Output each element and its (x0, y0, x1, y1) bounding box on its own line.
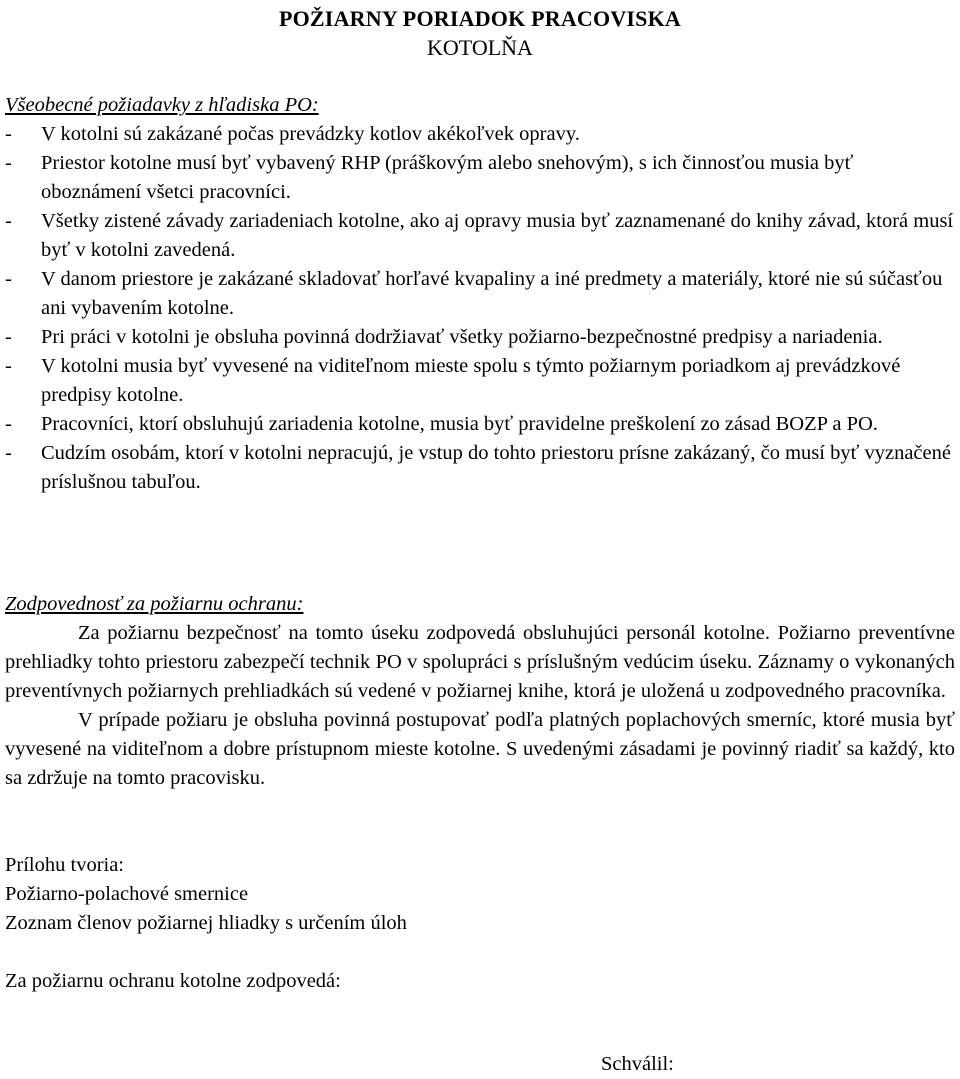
list-dash: - (5, 355, 12, 377)
list-dash: - (5, 413, 12, 435)
responsibility-heading: Zodpovednosť za požiarnu ochranu: (5, 593, 304, 615)
general-requirements-heading: Všeobecné požiadavky z hľadiska PO: (5, 94, 319, 116)
list-dash: - (5, 123, 12, 145)
list-dash: - (5, 326, 12, 348)
approval-signature-label: Schválil: (601, 1053, 674, 1075)
list-item (5, 352, 955, 410)
list-item (5, 439, 955, 497)
list-dash: - (5, 152, 12, 174)
list-item (5, 265, 955, 323)
list-item (5, 120, 955, 149)
fire-procedure-paragraph: V prípade požiaru je obsluha povinná postupovať podľa platných poplachových smerníc, ktoré musia byť vyvesené na viditeľnom a dobre prístupnom mieste kotolne. S uvedenými zásadami je povinný riadiť sa každý, kto sa zdržuje na tomto pracovisku. (5, 709, 955, 789)
list-item-text: Pracovníci, ktorí obsluhujú zariadenia kotolne, musia byť pravidelne preškolení zo zásad BOZP a PO. (41, 413, 878, 435)
list-item-text: Všetky zistené závady zariadeniach kotolne, ako aj opravy musia byť zaznamenané do knihy závad, ktorá musí byť v kotolni zavedená. (41, 210, 954, 261)
list-item-text: V kotolni musia byť vyvesené na viditeľnom mieste spolu s týmto požiarnym poriadkom aj prevádzkové predpisy kotolne. (41, 355, 901, 406)
attachments-heading: Prílohu tvoria: (5, 854, 125, 876)
document-title: POŽIARNY PORIADOK PRACOVISKA (278, 6, 682, 31)
document-subtitle: KOTOLŇA (427, 35, 533, 60)
responsibility-section (5, 619, 955, 793)
responsibility-paragraph: Za požiarnu bezpečnosť na tomto úseku zodpovedá obsluhujúci personál kotolne. Požiarno preventívne prehliadky tohto priestoru zabezpečí technik PO v spolupráci s príslušným vedúcim úseku. Záznamy o vykonaných preventívnych požiarnych prehliadkách sú vedené v požiarnej knihe, ktorá je uložená u zodpovedného pracovníka. (5, 622, 955, 702)
attachment-item: Zoznam členov požiarnej hliadky s určením úloh (5, 912, 407, 934)
list-item (5, 149, 955, 207)
list-dash: - (5, 210, 12, 232)
list-item-text: Priestor kotolne musí byť vybavený RHP (práškovým alebo snehovým), s ich činnosťou musia byť oboznámení všetci pracovníci. (41, 152, 854, 203)
general-requirements-list (5, 120, 955, 497)
list-item-text: Cudzím osobám, ktorí v kotolni nepracujú, je vstup do tohto priestoru prísne zakázaný, čo musí byť vyznačené príslušnou tabuľou. (41, 442, 951, 493)
responsible-person-line: Za požiarnu ochranu kotolne zodpovedá: (5, 970, 341, 992)
list-item-text: Pri práci v kotolni je obsluha povinná dodržiavať všetky požiarno-bezpečnostné predpisy a nariadenia. (41, 326, 883, 348)
list-dash: - (5, 442, 12, 464)
list-item-text: V kotolni sú zakázané počas prevádzky kotlov akékoľvek opravy. (41, 123, 580, 145)
list-item-text: V danom priestore je zakázané skladovať horľavé kvapaliny a iné predmety a materiály, ktoré nie sú súčasťou ani vybavením kotolne. (41, 268, 943, 319)
title-block (0, 4, 960, 62)
list-item (5, 207, 955, 265)
attachment-item: Požiarno-polachové smernice (5, 883, 249, 905)
list-item (5, 323, 955, 352)
list-item (5, 410, 955, 439)
list-dash: - (5, 268, 12, 290)
